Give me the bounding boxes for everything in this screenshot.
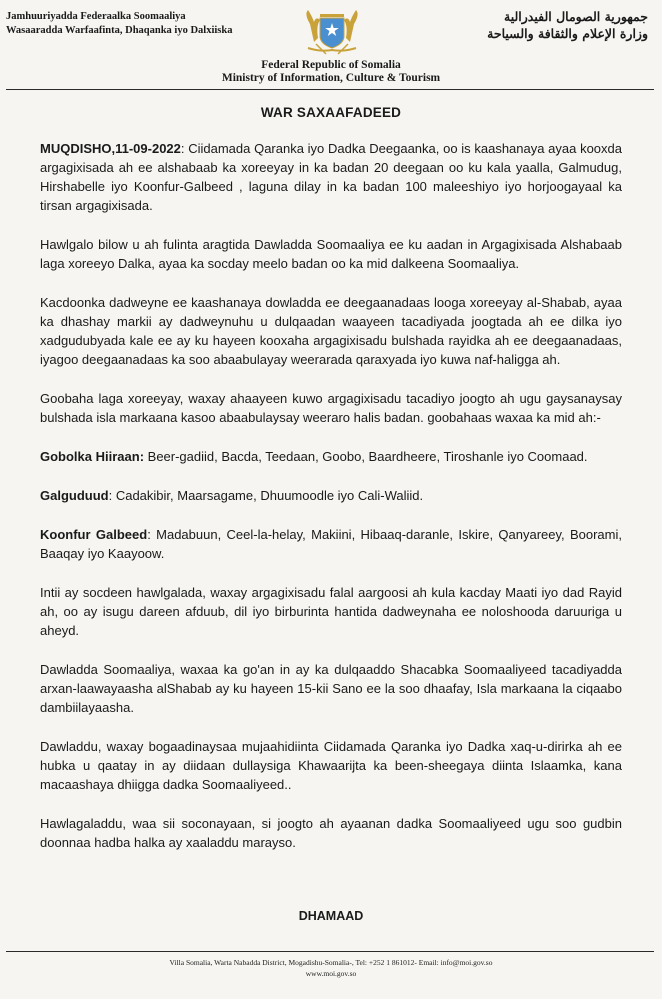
paragraph-10: Dawladdu, waxay bogaadinaysaa mujaahidiinta Ciidamada Qaranka iyo Dadka xaq-u-dirirka ah ee hubka u qaatay in ay diidaan dullaysiga Khawaarijta ka been-sheegaya diinta Islaamka, kana macaashaya dhiigga dadka Soomaaliyeed.. (40, 739, 622, 792)
letterhead-ministry-somali: Wasaaradda Warfaafinta, Dhaqanka iyo Dalxiiska (6, 25, 233, 36)
letterhead-republic-english: Federal Republic of Somalia (261, 59, 401, 71)
paragraph-11: Hawlagaladdu, waa sii soconayaan, si joogto ah ayaanan dadka Soomaaliyeed ugu soo gudbin doonnaa hadba halka ay xaaladdu marayso. (40, 816, 622, 850)
letterhead-arabic (378, 8, 648, 42)
paragraph-1: MUQDISHO,11-09-2022: Ciidamada Qaranka iyo Dadka Deegaanka, oo is kaashanaya ayaa kooxda argagixisada ah ee alshabaab ka xoreeyay in ka badan 20 deegaan oo ku kala yaalla, Galmudug, Hirshabelle iyo Koonfur-Galbeed , laguna dilay in ka badan 100 maleeshiyo iyo horjoogayaal ka tirsan argagixisada. (40, 141, 622, 213)
document-body (40, 139, 622, 872)
letterhead-ministry-english: Ministry of Information, Culture & Tourism (221, 72, 441, 84)
footer-website: www.moi.gov.so (305, 969, 357, 978)
somalia-coat-of-arms-icon (296, 8, 368, 56)
footer-divider (6, 951, 654, 952)
letterhead-republic-somali: Jamhuuriyadda Federaalka Soomaaliya (6, 11, 186, 22)
paragraph-9: Dawladda Soomaaliya, waxaa ka go'an in ay ka dulqaaddo Shacabka Soomaaliyeed tacadiyadda arxan-laawayaasha alShabab ay ku hayeen 15-kii Sano ee la soo dhaafay, Isla markaana la ciqaabo dambiilayaasha. (40, 662, 622, 715)
region-hiiraan: Gobolka Hiiraan: Beer-gadiid, Bacda, Teedaan, Goobo, Baardheere, Tiroshanle iyo Coomaad. (40, 449, 588, 464)
letterhead-somali (6, 10, 276, 38)
document-title: WAR SAXAAFADEED (260, 105, 402, 120)
region-koonfur-galbeed: Koonfur Galbeed: Madabuun, Ceel-la-helay, Makiini, Hibaaq-daranle, Iskire, Qanyareey, Boorami, Baaqay iyo Kaayoow. (40, 527, 622, 561)
region-galguduud: Galguduud: Cadakibir, Maarsagame, Dhuumoodle iyo Cali-Waliid. (40, 488, 424, 503)
paragraph-3: Kacdoonka dadweyne ee kaashanaya dowladda ee deegaanadaas looga xoreeyay al-Shabab, ayaa ka dhashay markii ay dadweynuhu u dulqaadan waayeen tacadiyada joogtada ah ee dilka iyo xadgudubyada kale ee ay ku hayeen kooxaha argagixisadu bulshada rayidka ah ee deegaanadaas, iyagoo deegaanadaas ka soo abaabulayay weerarada qaraxyada iyo kuwa naf-haligga ah. (40, 295, 622, 367)
paragraph-4: Goobaha laga xoreeyay, waxay ahaayeen kuwo argagixisadu tacadiyo joogto ah ugu gaysanaysay bulshada isla markaana kasoo abaabulaysay weeraro halis badan. goobahaas waxaa ka mid ah:- (40, 391, 622, 425)
dateline: MUQDISHO,11-09-2022 (40, 141, 181, 156)
paragraph-8: Intii ay socdeen hawlgalada, waxay argagixisadu falal aargoosi ah kula kacday Maati iyo dad Rayid ah, oo ay isugu dareen afduub, dil iyo birburinta hantida dadweynaha ee noloshooda daruuriga u aheyd. (40, 585, 622, 638)
paragraph-2: Hawlgalo bilow u ah fulinta aragtida Dawladda Soomaaliya ee ku aadan in Argagixisada Alshabaab laga xoreeyo Dalka, ayaa ka socday meelo badan oo ka mid dalkeena Soomaaliya. (40, 237, 622, 271)
letterhead-ministry-arabic: وزارة الإعلام والثقافة والسياحة (487, 26, 648, 41)
closing-mark: DHAMAAD (298, 909, 364, 923)
header-divider (6, 89, 654, 90)
footer-contact: Villa Somalia, Warta Nabadda District, Mogadishu-Somalia-, Tel: +252 1 861012- Email: info@moi.gov.so (169, 958, 493, 967)
letterhead-republic-arabic: جمهورية الصومال الفيدرالية (504, 9, 648, 24)
